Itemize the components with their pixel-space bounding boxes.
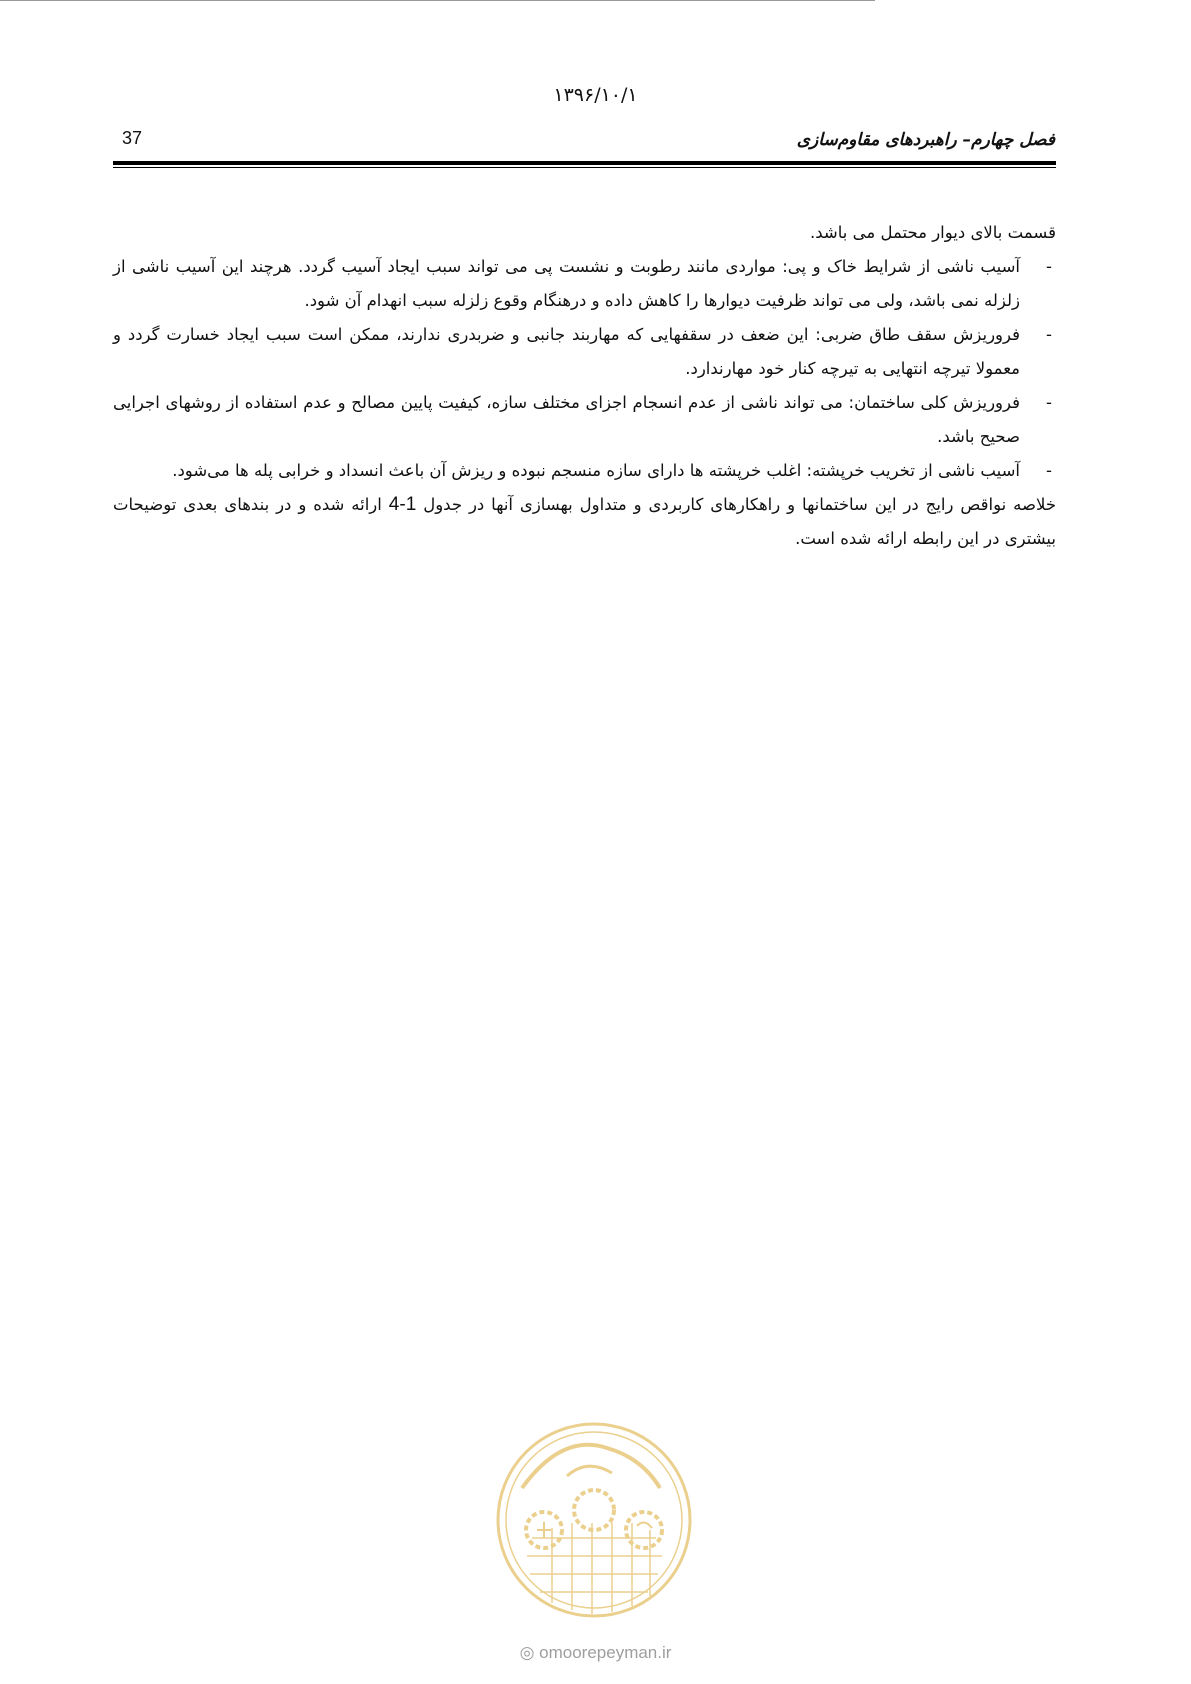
- list-item: [113, 250, 1056, 318]
- bullet-marker: -: [1046, 393, 1052, 412]
- document-body: [113, 216, 1056, 556]
- bullet-marker: -: [1046, 257, 1052, 276]
- watermark-url: omoorepeyman.ir: [539, 1643, 672, 1662]
- page-date: ۱۳۹۶/۱۰/۱: [553, 84, 638, 106]
- list-item: [113, 386, 1056, 454]
- summary-text-before: خلاصه نواقص رایج در این ساختمانها و راهکارهای کاربردی و متداول بهسازی آنها در جدول: [423, 495, 1057, 514]
- globe-icon: ◎: [519, 1643, 535, 1662]
- header-divider-thick: [113, 161, 1056, 165]
- summary-paragraph: [113, 488, 1056, 556]
- bullet-marker: -: [1046, 461, 1052, 480]
- watermark-caption: [0, 1643, 1191, 1663]
- list-item: [113, 454, 1056, 488]
- watermark-logo-icon: [492, 1418, 697, 1623]
- list-item-text: فروریزش کلی ساختمان: می تواند ناشی از عدم انسجام اجزای مختلف سازه، کیفیت پایین مصالح و عدم استفاده از روشهای اجرایی صحیح باشد.: [113, 393, 1020, 446]
- page-number: 37: [122, 128, 143, 148]
- list-item-text: آسیب ناشی از تخریب خرپشته: اغلب خرپشته ها دارای سازه منسجم نبوده و ریزش آن باعث انسداد و خرابی پله ها می‌شود.: [172, 461, 1020, 480]
- top-border-line: [0, 0, 875, 1]
- chapter-title: فصل چهارم– راهبردهای مقاوم‌سازی: [796, 130, 1055, 150]
- list-item: [113, 318, 1056, 386]
- list-item-text: آسیب ناشی از شرایط خاک و پی: مواردی مانند رطوبت و نشست پی می تواند سبب ایجاد آسیب گردد. هرچند این آسیب ناشی از زلزله نمی باشد، ولی می تواند ظرفیت دیوارها را کاهش داده و درهنگام وقوع زلزله سبب انهدام آن شود.: [113, 257, 1020, 310]
- bullet-marker: -: [1046, 325, 1052, 344]
- table-reference: 4-1: [388, 494, 417, 515]
- summary-text-after: ارائه شده و در بندهای بعدی توضیحات بیشتری در این رابطه ارائه شده است.: [113, 495, 1056, 548]
- intro-paragraph: قسمت بالای دیوار محتمل می باشد.: [810, 223, 1056, 242]
- list-item-text: فروریزش سقف طاق ضربی: این ضعف در سقفهایی که مهاربند جانبی و ضربدری ندارند، ممکن است سبب ایجاد خسارت گردد و معمولا تیرچه انتهایی به تیرچه کنار خود مهارندارد.: [113, 325, 1020, 378]
- header-divider-thin: [113, 167, 1056, 168]
